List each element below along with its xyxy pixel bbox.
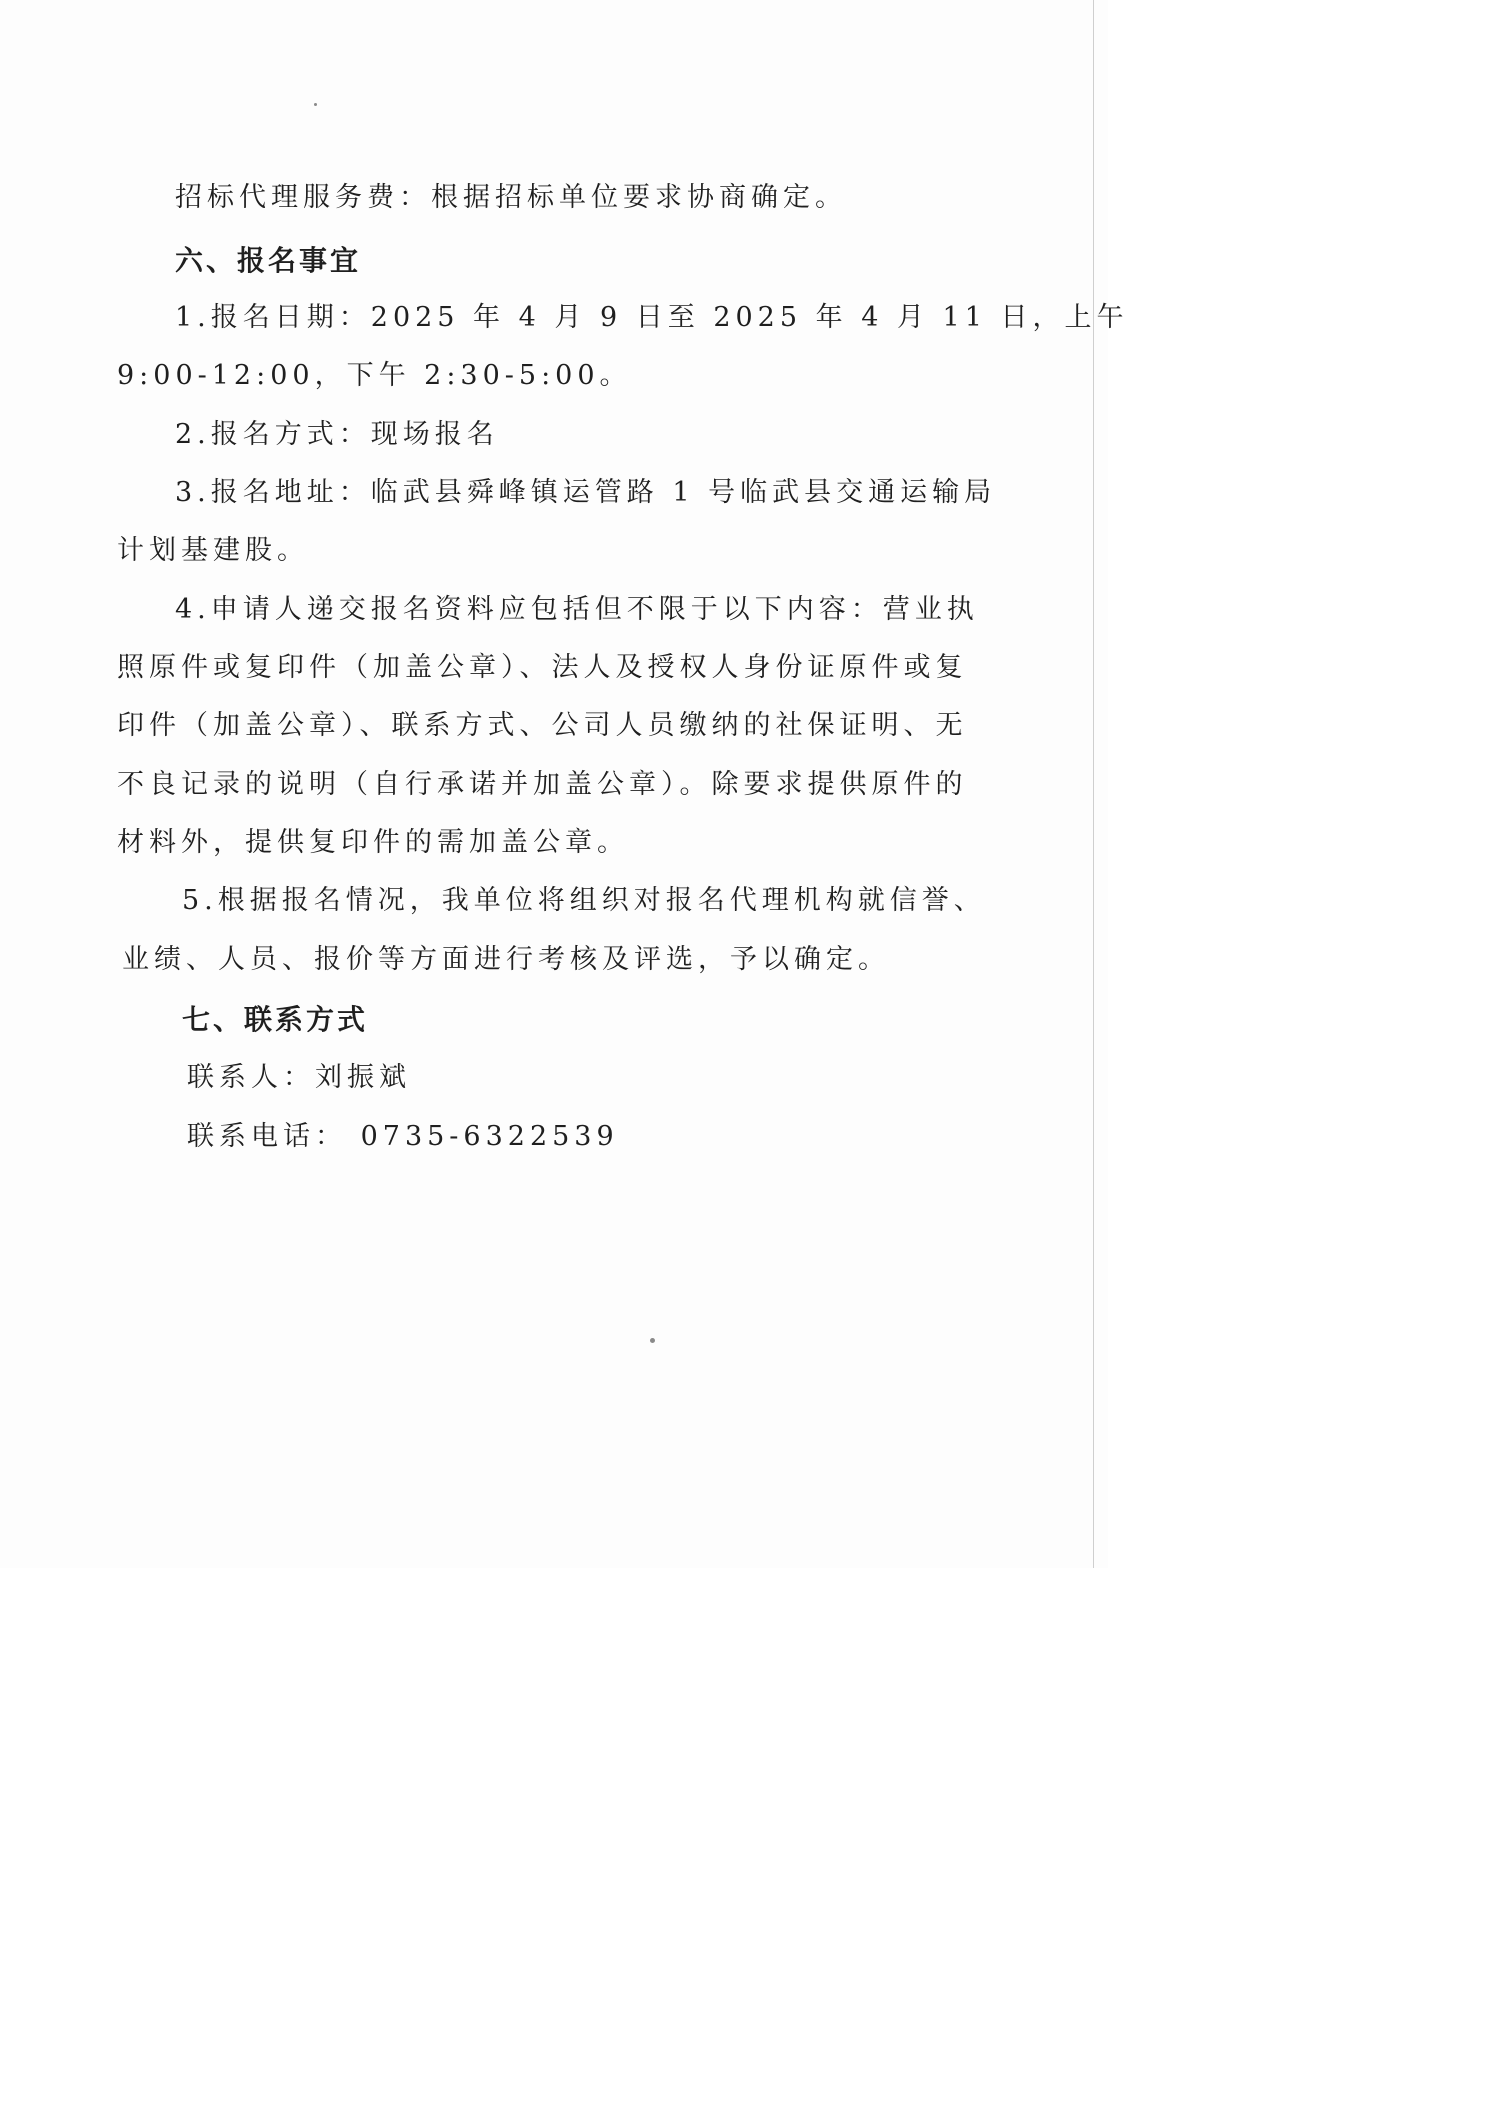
item-1-line-1: 1.报名日期：2025 年 4 月 9 日至 2025 年 4 月 11 日，上午 [175,302,1129,333]
scan-speck [650,1338,655,1343]
item-1-line-2: 9:00-12:00，下午 2:30-5:00。 [117,360,632,391]
item-5-line-2: 业绩、人员、报价等方面进行考核及评选，予以确定。 [122,944,890,975]
item-2-line: 2.报名方式：现场报名 [175,419,499,450]
section-7-heading: 七、联系方式 [182,1003,369,1036]
contact-phone: 联系电话： 0735-6322539 [187,1121,619,1152]
scan-speck [314,103,317,106]
item-5-line-1: 5.根据报名情况，我单位将组织对报名代理机构就信誉、 [182,885,986,916]
contact-person: 联系人：刘振斌 [187,1062,411,1093]
item-3-line-1: 3.报名地址：临武县舜峰镇运管路 1 号临武县交通运输局 [175,477,997,508]
item-4-line-5: 材料外，提供复印件的需加盖公章。 [117,827,629,858]
section-6-heading: 六、报名事宜 [175,244,362,277]
scan-edge-line [1093,0,1094,1568]
item-4-line-1: 4.申请人递交报名资料应包括但不限于以下内容：营业执 [175,594,979,625]
item-4-line-3: 印件（加盖公章）、联系方式、公司人员缴纳的社保证明、无 [117,710,968,741]
fee-line: 招标代理服务费：根据招标单位要求协商确定。 [175,182,847,213]
item-3-line-2: 计划基建股。 [117,535,309,566]
item-4-line-2: 照原件或复印件（加盖公章）、法人及授权人身份证原件或复 [117,652,968,683]
item-4-line-4: 不良记录的说明（自行承诺并加盖公章）。除要求提供原件的 [117,769,968,800]
